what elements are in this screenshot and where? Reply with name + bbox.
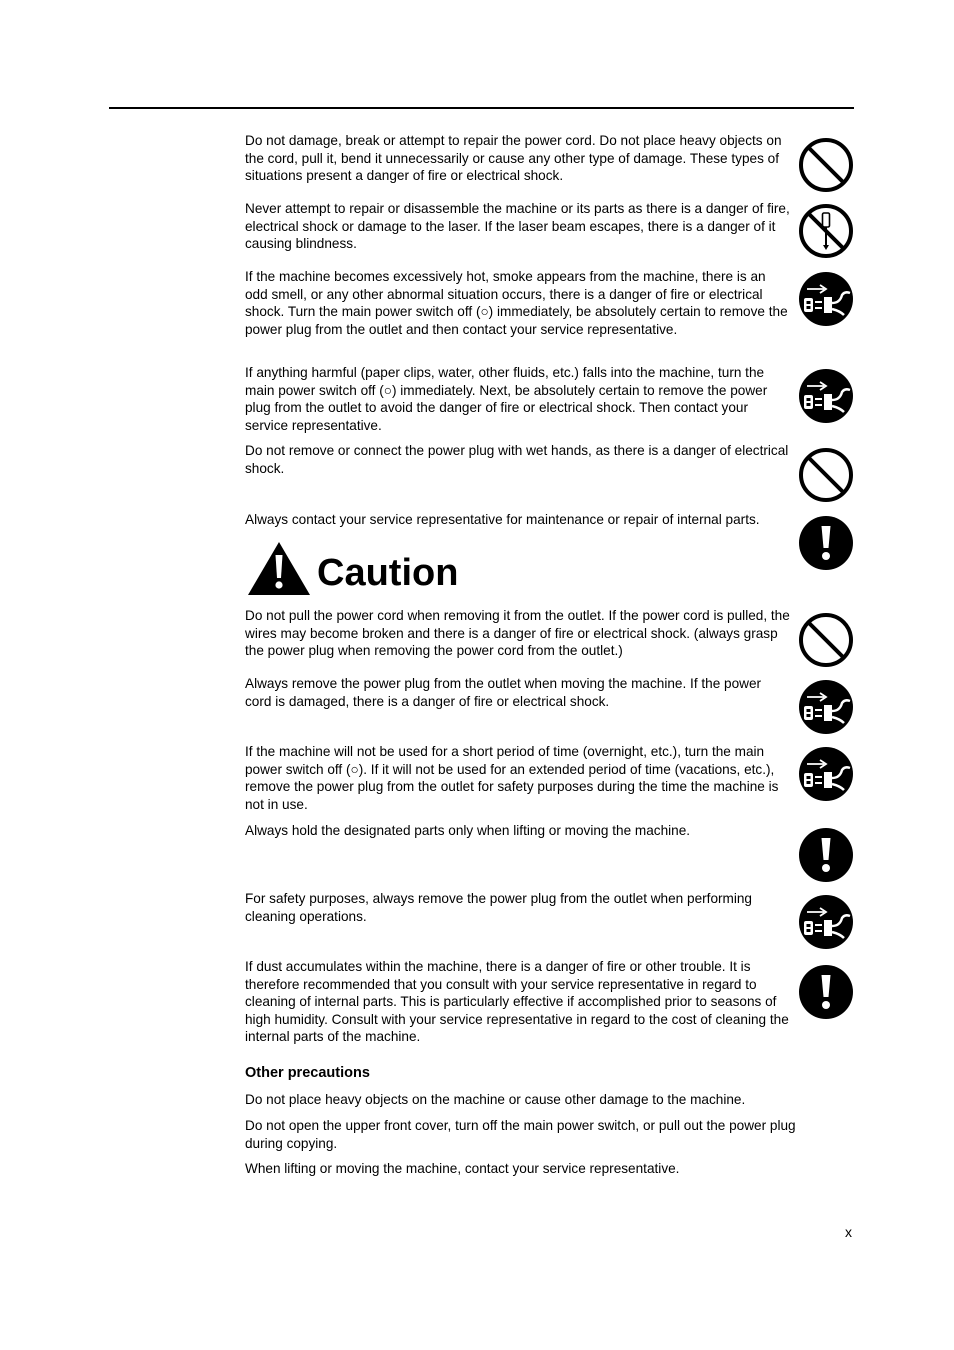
unplug-icon bbox=[798, 271, 854, 327]
warning-paragraph: If anything harmful (paper clips, water, other fluids, etc.) falls into the machine, turn the main power switch off (○) immediately. Next, be absolutely certain to remove the power plug from the outlet to avoid the danger of fire or electrical shock. Then contact your service representative. bbox=[245, 365, 768, 433]
other-precaution-paragraph: Do not place heavy objects on the machine or cause other damage to the machine. bbox=[245, 1092, 746, 1107]
warning-paragraph: If the machine becomes excessively hot, smoke appears from the machine, there is an odd smell, or any other abnormal situation occurs, there is a danger of fire or electrical shock. Turn the main power switch off (○) immediately, be absolutely certain to remove the power plug from the outlet and then contact your service representative. bbox=[245, 269, 788, 337]
unplug-icon bbox=[798, 894, 854, 950]
unplug-icon bbox=[798, 368, 854, 424]
caution-paragraph: Do not pull the power cord when removing it from the outlet. If the power cord is pulled, the wires may become broken and there is a danger of fire or electrical shock. (always grasp the power plug when removing the power cord from the outlet.) bbox=[245, 608, 790, 659]
caution-header bbox=[247, 538, 507, 598]
caution-triangle-icon bbox=[247, 540, 311, 596]
warning-paragraph: Never attempt to repair or disassemble the machine or its parts as there is a danger of fire, electrical shock or damage to the laser. If the laser beam escapes, there is a danger of it causing blindness. bbox=[245, 201, 790, 252]
other-precaution-paragraph: When lifting or moving the machine, contact your service representative. bbox=[245, 1161, 680, 1176]
no-disassembly-icon bbox=[798, 203, 854, 259]
prohibited-icon bbox=[798, 447, 854, 503]
unplug-icon bbox=[798, 746, 854, 802]
caution-paragraph: If the machine will not be used for a short period of time (overnight, etc.), turn the main power switch off (○). If it will not be used for an extended period of time (vacations, etc.), remove the power plug from the outlet for safety purposes during the time the machine is not in use. bbox=[245, 744, 779, 812]
warning-paragraph: Always contact your service representative for maintenance or repair of internal parts. bbox=[245, 512, 760, 527]
page-number: x bbox=[845, 1224, 852, 1240]
caution-paragraph: Always hold the designated parts only when lifting or moving the machine. bbox=[245, 823, 691, 838]
caution-paragraph: For safety purposes, always remove the power plug from the outlet when performing cleaning operations. bbox=[245, 891, 752, 924]
header-rule bbox=[109, 107, 854, 109]
caution-paragraph: Always remove the power plug from the outlet when moving the machine. If the power cord is damaged, there is a danger of fire or electrical shock. bbox=[245, 676, 762, 709]
mandatory-action-icon bbox=[798, 515, 854, 571]
other-precautions-heading: Other precautions bbox=[245, 1065, 370, 1081]
warning-paragraph: Do not remove or connect the power plug with wet hands, as there is a danger of electrical shock. bbox=[245, 443, 789, 476]
prohibited-icon bbox=[798, 612, 854, 668]
mandatory-action-icon bbox=[798, 964, 854, 1020]
mandatory-action-icon bbox=[798, 827, 854, 883]
caution-title: Caution bbox=[317, 552, 459, 594]
prohibited-icon bbox=[798, 137, 854, 193]
caution-paragraph: If dust accumulates within the machine, there is a danger of fire or other trouble. It is therefore recommended that you consult with your service representative in regard to cleaning of internal parts. This is particularly effective if accomplished prior to seasons of high humidity. Consult with your service representative in regard to the cost of cleaning the internal parts of the machine. bbox=[245, 959, 789, 1045]
unplug-icon bbox=[798, 679, 854, 735]
warning-paragraph: Do not damage, break or attempt to repair the power cord. Do not place heavy objects on the cord, pull it, bend it unnecessarily or cause any other type of damage. These types of situations present a danger of fire or electrical shock. bbox=[245, 133, 782, 184]
other-precaution-paragraph: Do not open the upper front cover, turn off the main power switch, or pull out the power plug during copying. bbox=[245, 1118, 796, 1151]
